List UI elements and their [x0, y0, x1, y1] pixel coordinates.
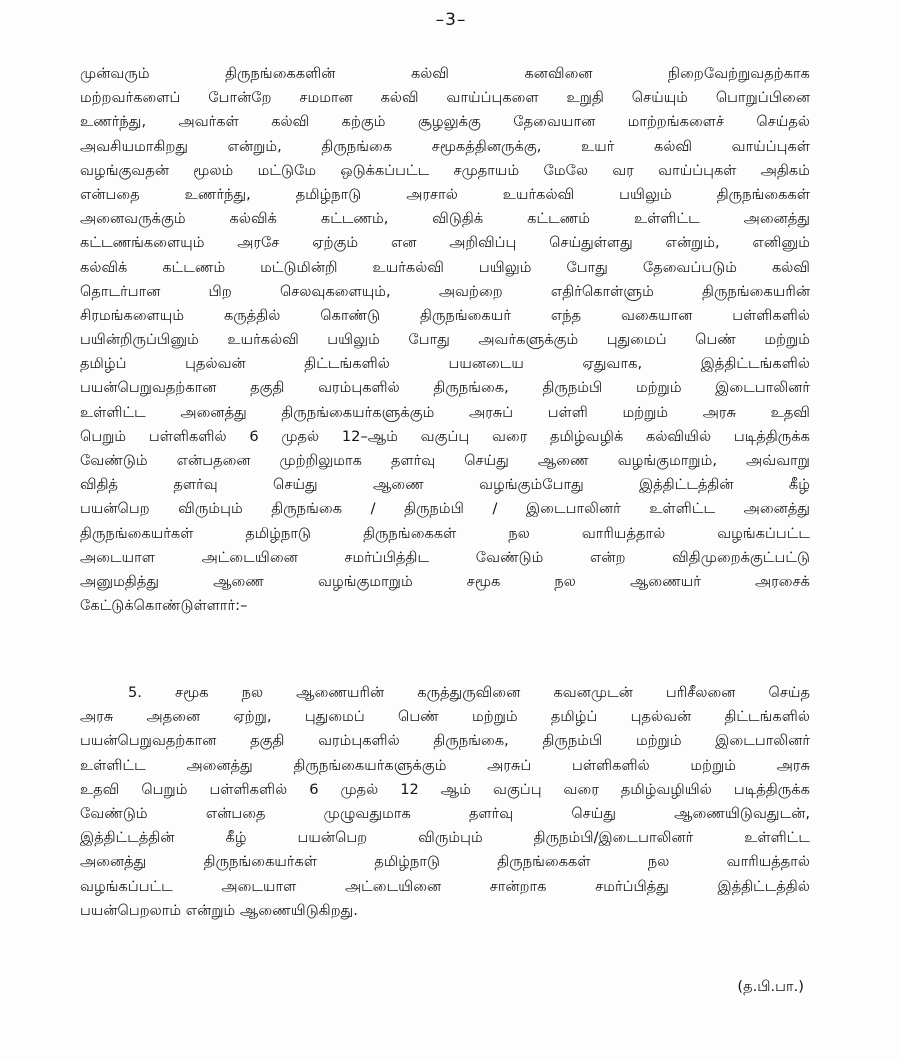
paragraph-line: 5. சமூக நல ஆணையரின் கருத்துருவினை கவனமுடன் பரிசீலனை செய்த — [128, 684, 810, 701]
paragraph-line: பயன்பெற விரும்பும் திருநங்கை / திருநம்பி / இடைபாலினர் உள்ளிட்ட அனைத்து — [80, 500, 810, 518]
paragraph-line: சிரமங்களையும் கருத்தில் கொண்டு திருநங்கையர் எந்த வகையான பள்ளிகளில் — [80, 306, 810, 324]
paragraph-2 — [80, 681, 810, 923]
signature-abbreviation: (த.பி.பா.) — [737, 978, 804, 995]
paragraph-line: பயன்பெறுவதற்கான தகுதி வரம்புகளில் திருநங்கை, திருநம்பி மற்றும் இடைபாலினர் — [80, 732, 810, 750]
paragraph-line: உள்ளிட்ட அனைத்து திருநங்கையர்களுக்கும் அரசுப் பள்ளிகளில் மற்றும் அரசு — [80, 756, 810, 774]
paragraph-line: திருநங்கையர்கள் தமிழ்நாடு திருநங்கைகள் நல வாரியத்தால் வழங்கப்பட்ட — [80, 524, 810, 542]
paragraph-line: அரசு அதனை ஏற்று, புதுமைப் பெண் மற்றும் தமிழ்ப் புதல்வன் திட்டங்களில் — [80, 708, 810, 726]
paragraph-line: அனைவருக்கும் கல்விக் கட்டணம், விடுதிக் கட்டணம் உள்ளிட்ட அனைத்து — [80, 210, 810, 228]
paragraph-line: கட்டணங்களையும் அரசே ஏற்கும் என அறிவிப்பு செய்துள்ளது என்றும், எனினும் — [80, 234, 810, 252]
paragraph-line: கேட்டுக்கொண்டுள்ளார்:– — [80, 597, 248, 615]
paragraph-line: உதவி பெறும் பள்ளிகளில் 6 முதல் 12 ஆம் வகுப்பு வரை தமிழ்வழியில் படித்திருக்க — [80, 780, 810, 798]
paragraph-line: அனைத்து திருநங்கையர்கள் தமிழ்நாடு திருநங்கைகள் நல வாரியத்தால் — [80, 853, 810, 871]
page-number: –3– — [435, 10, 467, 30]
paragraph-line: கல்விக் கட்டணம் மட்டுமின்றி உயர்கல்வி பயிலும் போது தேவைப்படும் கல்வி — [80, 258, 810, 276]
paragraph-1 — [80, 62, 810, 618]
paragraph-line: வேண்டும் என்பதை முழுவதுமாக தளர்வு செய்து ஆணையிடுவதுடன், — [80, 804, 810, 822]
paragraph-line: உள்ளிட்ட அனைத்து திருநங்கையர்களுக்கும் அரசுப் பள்ளி மற்றும் அரசு உதவி — [80, 403, 810, 421]
paragraph-line: தொடர்பான பிற செலவுகளையும், அவற்றை எதிர்கொள்ளும் திருநங்கையரின் — [80, 282, 810, 300]
paragraph-line: தமிழ்ப் புதல்வன் திட்டங்களில் பயனடைய ஏதுவாக, இத்திட்டங்களில் — [80, 355, 810, 373]
paragraph-line: பயன்பெறலாம் என்றும் ஆணையிடுகிறது. — [80, 901, 358, 919]
paragraph-line: முன்வரும் திருநங்கைகளின் கல்வி கனவினை நிறைவேற்றுவதற்காக — [80, 65, 810, 82]
paragraph-line: உணர்ந்து, அவர்கள் கல்வி கற்கும் சூழலுக்கு தேவையான மாற்றங்களைச் செய்தல் — [80, 113, 810, 131]
paragraph-line: விதித் தளர்வு செய்து ஆணை வழங்கும்போது இத்திட்டத்தின் கீழ் — [80, 476, 810, 494]
paragraph-line: பயன்பெறுவதற்கான தகுதி வரம்புகளில் திருநங்கை, திருநம்பி மற்றும் இடைபாலினர் — [80, 379, 810, 397]
paragraph-line: வழங்கப்பட்ட அடையாள அட்டையினை சான்றாக சமர்ப்பித்து இத்திட்டத்தில் — [80, 877, 810, 895]
paragraph-line: பயின்றிருப்பினும் உயர்கல்வி பயிலும் போது அவர்களுக்கும் புதுமைப் பெண் மற்றும் — [80, 331, 810, 349]
paragraph-line: அவசியமாகிறது என்றும், திருநங்கை சமூகத்தினருக்கு, உயர் கல்வி வாய்ப்புகள் — [80, 137, 810, 155]
paragraph-line: மற்றவர்களைப் போன்றே சமமான கல்வி வாய்ப்புகளை உறுதி செய்யும் பொறுப்பினை — [80, 89, 810, 107]
paragraph-line: என்பதை உணர்ந்து, தமிழ்நாடு அரசால் உயர்கல்வி பயிலும் திருநங்கைகள் — [80, 185, 810, 203]
paragraph-line: வழங்குவதன் மூலம் மட்டுமே ஒடுக்கப்பட்ட சமுதாயம் மேலே வர வாய்ப்புகள் அதிகம் — [80, 161, 810, 179]
paragraph-line: அடையாள அட்டையினை சமர்ப்பித்திட வேண்டும் என்ற விதிமுறைக்குட்பட்டு — [80, 548, 810, 566]
paragraph-line: அனுமதித்து ஆணை வழங்குமாறும் சமூக நல ஆணையர் அரசைக் — [80, 572, 810, 590]
paragraph-line: பெறும் பள்ளிகளில் 6 முதல் 12–ஆம் வகுப்பு வரை தமிழ்வழிக் கல்வியில் படித்திருக்க — [80, 427, 810, 445]
paragraph-line: இத்திட்டத்தின் கீழ் பயன்பெற விரும்பும் திருநம்பி/இடைபாலினர் உள்ளிட்ட — [80, 829, 810, 847]
paragraph-line: வேண்டும் என்பதனை முற்றிலுமாக தளர்வு செய்து ஆணை வழங்குமாறும், அவ்வாறு — [80, 452, 810, 469]
